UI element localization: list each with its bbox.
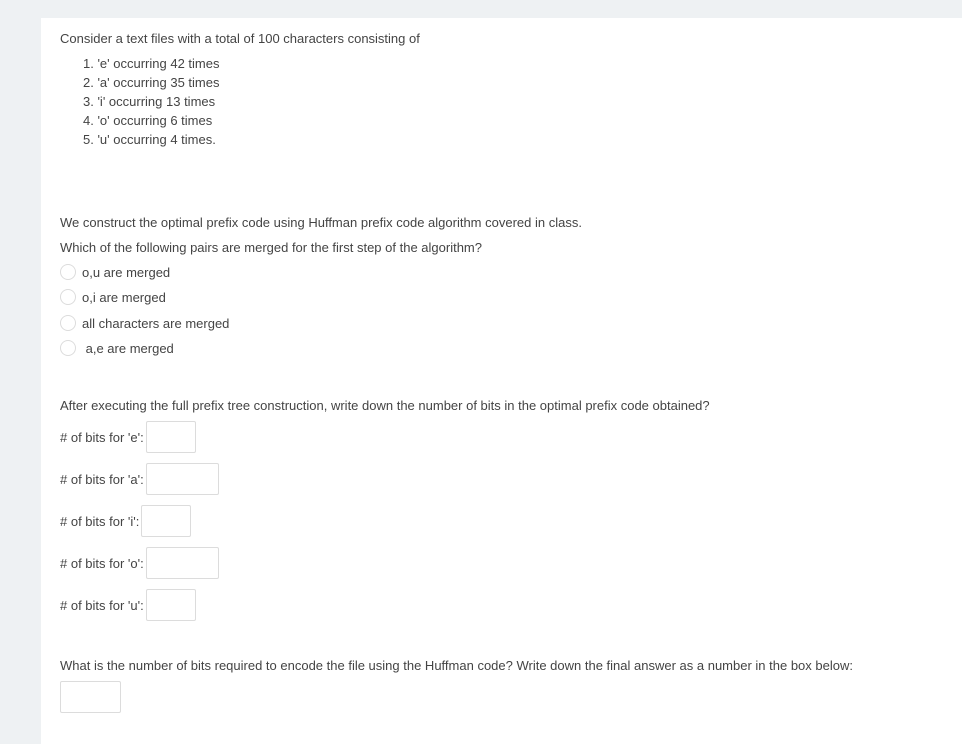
bits-input-e[interactable] — [146, 421, 196, 453]
radio-button-ou[interactable] — [60, 264, 76, 280]
occurrence-list — [83, 54, 219, 149]
occurrence-item-o: 4. 'o' occurring 6 times — [83, 113, 213, 128]
option-ae[interactable] — [60, 338, 174, 358]
bits-input-u[interactable] — [146, 589, 196, 621]
bits-label-a: # of bits for 'a': — [60, 471, 144, 487]
question-intro: Consider a text files with a total of 100 characters consisting of — [60, 31, 420, 46]
bits-input-a[interactable] — [146, 463, 219, 495]
bits-row-i — [60, 505, 191, 537]
q1-question: Which of the following pairs are merged for the first step of the algorithm? — [60, 240, 482, 255]
occurrence-item-i: 3. 'i' occurring 13 times — [83, 94, 216, 109]
occurrence-item-e: 1. 'e' occurring 42 times — [83, 56, 220, 71]
occurrence-item-u: 5. 'u' occurring 4 times. — [83, 132, 216, 147]
bits-row-u — [60, 589, 196, 621]
q3-prompt: What is the number of bits required to encode the file using the Huffman code? Write down the final answer as a number in the box below: — [60, 658, 853, 673]
q2-prompt: After executing the full prefix tree construction, write down the number of bits in the optimal prefix code obtained? — [60, 398, 710, 413]
radio-button-oi[interactable] — [60, 289, 76, 305]
q1-description: We construct the optimal prefix code using Huffman prefix code algorithm covered in class. — [60, 215, 582, 230]
bits-label-e: # of bits for 'e': — [60, 429, 144, 445]
question-card — [41, 18, 962, 744]
option-label: o,i are merged — [82, 289, 166, 305]
bits-label-u: # of bits for 'u': — [60, 597, 144, 613]
option-oi[interactable] — [60, 287, 166, 307]
radio-button-ae[interactable] — [60, 340, 76, 356]
option-label: all characters are merged — [82, 315, 230, 331]
bits-row-o — [60, 547, 219, 579]
option-ou[interactable] — [60, 262, 170, 282]
bits-input-o[interactable] — [146, 547, 219, 579]
bits-label-o: # of bits for 'o': — [60, 555, 144, 571]
bits-label-i: # of bits for 'i': — [60, 513, 140, 529]
bits-row-e — [60, 421, 196, 453]
bits-input-i[interactable] — [141, 505, 191, 537]
option-label: a,e are merged — [82, 340, 174, 356]
option-label: o,u are merged — [82, 264, 171, 280]
occurrence-item-a: 2. 'a' occurring 35 times — [83, 75, 220, 90]
bits-row-a — [60, 463, 219, 495]
option-all[interactable] — [60, 313, 229, 333]
total-bits-input[interactable] — [60, 681, 121, 713]
radio-button-all[interactable] — [60, 315, 76, 331]
